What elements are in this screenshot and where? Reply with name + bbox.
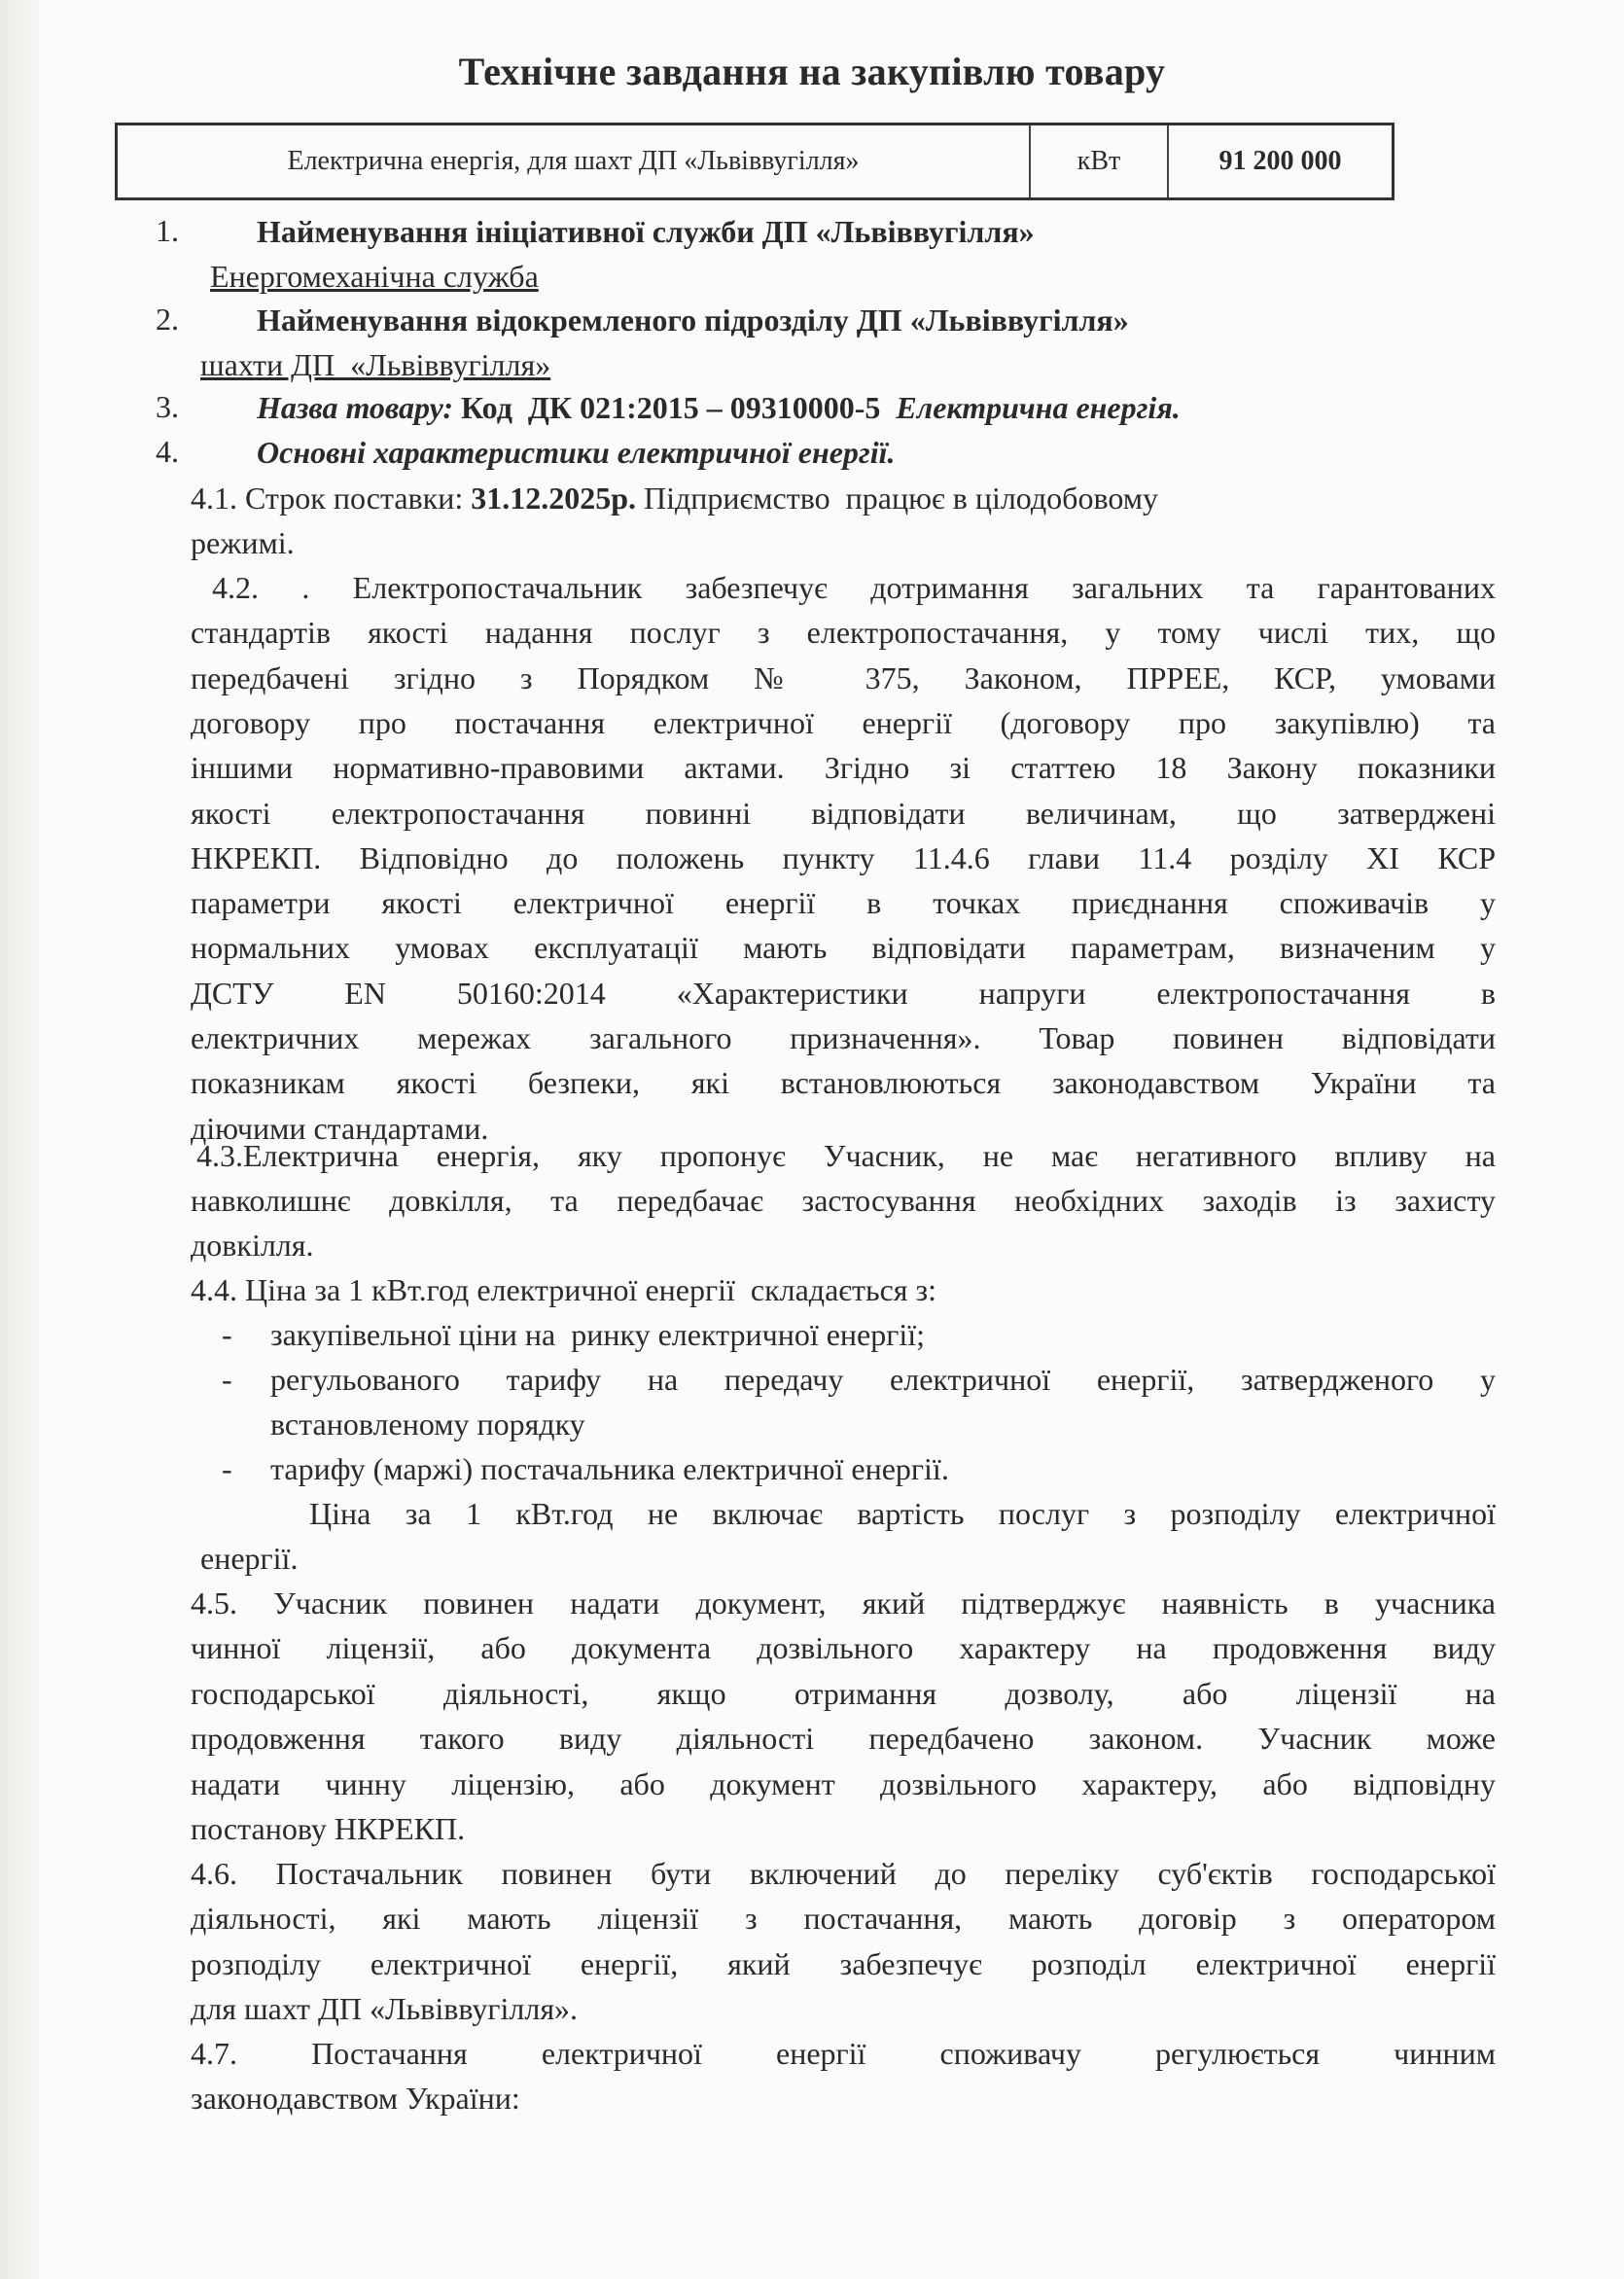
p42-line: електричних мережах загального призначення». Товар повинен відповідати (191, 1020, 1496, 1055)
p44-intro: 4.4. Ціна за 1 кВт.год електричної енергії складається з: (191, 1272, 937, 1307)
page-title: Технічне завдання на закупівлю товару (458, 50, 1166, 93)
p44-item-3: тарифу (маржі) постачальника електричної енергії. (270, 1451, 949, 1486)
p42-line: нормальних умовах експлуатації мають відповідати параметрам, визначеним у (191, 930, 1496, 966)
section-3-name: Електрична енергія. (896, 390, 1181, 425)
p46-line: 4.6. Постачальник повинен бути включений до переліку суб'єктів господарської (191, 1856, 1496, 1891)
p42-line: 4.2. . Електропостачальник забезпечує дотримання загальних та гарантованих (212, 570, 1496, 605)
bullet-dash: - (222, 1451, 232, 1486)
p41-line-1 (191, 482, 1158, 514)
p45-line: чинної ліцензії, або документа дозвільного характеру на продовження виду (191, 1630, 1496, 1666)
p44-note-line-2: енергії. (200, 1541, 299, 1576)
p42-line: показникам якості безпеки, які встановлюються законодавством України та (191, 1065, 1496, 1101)
p42-line: передбачені згідно з Порядком № 375, Законом, ПРРЕЕ, КСР, умовами (191, 659, 1496, 695)
section-3-number: 3. (156, 389, 179, 424)
p45-line: господарської діяльності, якщо отримання дозволу, або ліцензії на (191, 1675, 1496, 1711)
section-3-line (257, 392, 1181, 423)
p41-line-2: режимі. (191, 525, 295, 560)
p45-line: надати чинну ліцензію, або документ дозвільного характеру, або відповідну (191, 1765, 1496, 1801)
p46-line: розподілу електричної енергії, який забезпечує розподіл електричної енергії (191, 1945, 1496, 1981)
p45-line: 4.5. Учасник повинен надати документ, який підтверджує наявність в учасника (191, 1585, 1496, 1620)
p44-note-line-1: Ціна за 1 кВт.год не включає вартість послуг з розподілу електричної (309, 1496, 1496, 1531)
spec-unit-cell: кВт (1030, 125, 1168, 199)
section-1-value: Енергомеханічна служба (210, 259, 539, 294)
p42-line: договору про постачання електричної енергії (договору про закупівлю) та (191, 704, 1496, 740)
p46-line: для шахт ДП «Львіввугілля». (191, 1991, 579, 2027)
p43-line: навколишнє довкілля, та передбачає застосування необхідних заходів із захисту (191, 1183, 1496, 1218)
section-3-code: Код ДК 021:2015 – 09310000-5 (461, 390, 881, 425)
spec-quantity-cell: 91 200 000 (1168, 125, 1394, 199)
spec-item-cell: Електрична енергія, для шахт ДП «Львіввугілля» (117, 125, 1031, 199)
section-4-number: 4. (156, 434, 179, 469)
p43-line: довкілля. (191, 1228, 314, 1263)
p41-rest: Підприємство працює в цілодобовому (636, 481, 1158, 516)
p44-item-2-cont: встановленому порядку (270, 1407, 585, 1442)
p42-line: ДСТУ EN 50160:2014 «Характеристики напруги електропостачання в (191, 975, 1496, 1011)
table-row (117, 125, 1394, 199)
p42-line: іншими нормативно-правовими актами. Згідно зі статтею 18 Закону показники (191, 750, 1496, 786)
section-2-number: 2. (156, 302, 179, 337)
p42-line: якості електропостачання повинні відповідати величинам, що затверджені (191, 795, 1496, 831)
p42-line: параметри якості електричної енергії в точках приєднання споживачів у (191, 885, 1496, 921)
spec-table (115, 123, 1395, 200)
bullet-dash: - (222, 1317, 232, 1352)
section-3-label: Назва товару: (257, 390, 454, 425)
p45-line: продовження такого виду діяльності передбачено законом. Учасник може (191, 1721, 1496, 1757)
section-4-heading: Основні характеристики електричної енергії. (257, 435, 896, 470)
p45-line: постанову НКРЕКП. (191, 1811, 466, 1846)
p41-prefix: 4.1. Строк поставки: (191, 481, 472, 516)
bullet-dash: - (222, 1362, 232, 1397)
section-1-number: 1. (156, 213, 179, 248)
p42-line: діючими стандартами. (191, 1110, 489, 1146)
p46-line: діяльності, які мають ліцензії з постачання, мають договір з оператором (191, 1901, 1496, 1937)
p41-date: 31.12.2025р. (471, 481, 637, 516)
p44-item-1: закупівельної ціни на ринку електричної енергії; (270, 1317, 926, 1352)
p42-line: стандартів якості надання послуг з електропостачання, у тому числі тих, що (191, 615, 1496, 651)
p44-item-2: регульованого тарифу на передачу електричної енергії, затвердженого у (270, 1362, 1496, 1397)
section-1-heading: Найменування ініціативної служби ДП «Львіввугілля» (257, 214, 1035, 249)
section-2-value: шахти ДП «Львіввугілля» (200, 347, 551, 382)
p47-line: законодавством України: (191, 2081, 520, 2117)
p43-line: 4.3.Електрична енергія, яку пропонує Учасник, не має негативного впливу на (196, 1138, 1496, 1173)
p47-line: 4.7. Постачання електричної енергії споживачу регулюється чинним (191, 2036, 1496, 2071)
p42-line: НКРЕКП. Відповідно до положень пункту 11.4.6 глави 11.4 розділу XI КСР (191, 839, 1496, 875)
section-2-heading: Найменування відокремленого підрозділу ДП «Львіввугілля» (257, 303, 1129, 338)
